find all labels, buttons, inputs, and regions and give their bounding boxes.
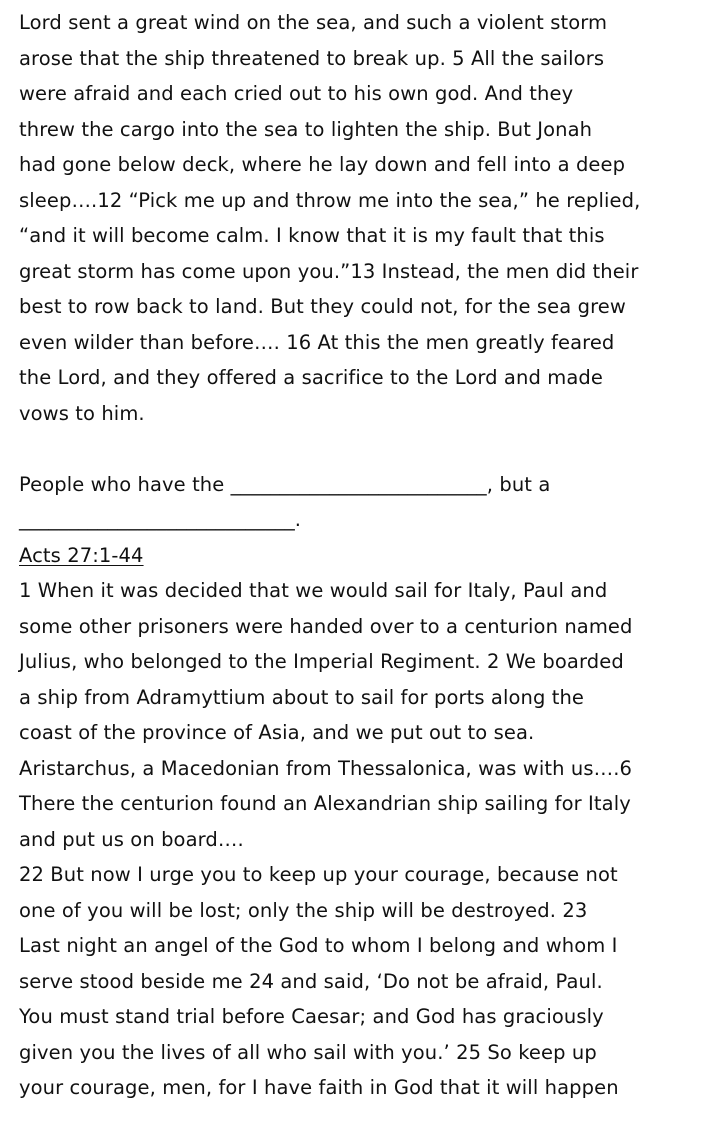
passage-line: coast of the province of Asia, and we put out to sea. [19,721,535,744]
passage-line: one of you will be lost; only the ship will be destroyed. 23 [19,898,588,922]
passage-line: great storm has come upon you.”13 Instead, the men did their [19,259,639,283]
passage-line: Julius, who belonged to the Imperial Regiment. 2 We boarded [19,650,624,673]
acts-heading: Acts 27:1-44 [19,543,144,567]
fill-in-blank [19,467,719,538]
passage-line: were afraid and each cried out to his own god. And they [19,82,574,105]
passage-line: and put us on board…. [19,827,244,851]
fill-in-line: People who have the __________________________, but a [19,472,551,496]
document-page [19,5,719,1106]
spacer [19,431,719,467]
acts-passage [19,573,719,1106]
passage-line: You must stand trial before Caesar; and God has graciously [19,1005,604,1028]
passage-line: There the centurion found an Alexandrian ship sailing for Italy [19,792,631,815]
fill-in-line: ____________________________. [19,508,302,531]
passage-line: your courage, men, for I have faith in God that it will happen [19,1076,619,1099]
passage-line: 1 When it was decided that we would sail for Italy, Paul and [19,579,608,602]
passage-line: vows to him. [19,401,145,425]
passage-line: Aristarchus, a Macedonian from Thessalonica, was with us….6 [19,756,632,780]
passage-line: given you the lives of all who sail with you.’ 25 So keep up [19,1040,597,1064]
passage-line: 22 But now I urge you to keep up your courage, because not [19,863,618,886]
passage-line: serve stood beside me 24 and said, ‘Do not be afraid, Paul. [19,969,603,993]
passage-line: arose that the ship threatened to break up. 5 All the sailors [19,46,605,70]
passage-line: Lord sent a great wind on the sea, and such a violent storm [19,11,608,34]
passage-line: “and it will become calm. I know that it is my fault that this [19,224,605,247]
passage-line: a ship from Adramyttium about to sail for ports along the [19,685,585,709]
passage-line: threw the cargo into the sea to lighten the ship. But Jonah [19,117,593,141]
passage-line: best to row back to land. But they could not, for the sea grew [19,295,626,318]
passage-line: some other prisoners were handed over to a centurion named [19,614,633,638]
passage-line: the Lord, and they offered a sacrifice to the Lord and made [19,366,603,389]
passage-line: Last night an angel of the God to whom I belong and whom I [19,934,618,957]
passage-line: had gone below deck, where he lay down and fell into a deep [19,153,626,176]
passage-line: even wilder than before…. 16 At this the men greatly feared [19,330,615,354]
passage-line: sleep….12 “Pick me up and throw me into the sea,” he replied, [19,188,641,212]
jonah-passage [19,5,719,431]
